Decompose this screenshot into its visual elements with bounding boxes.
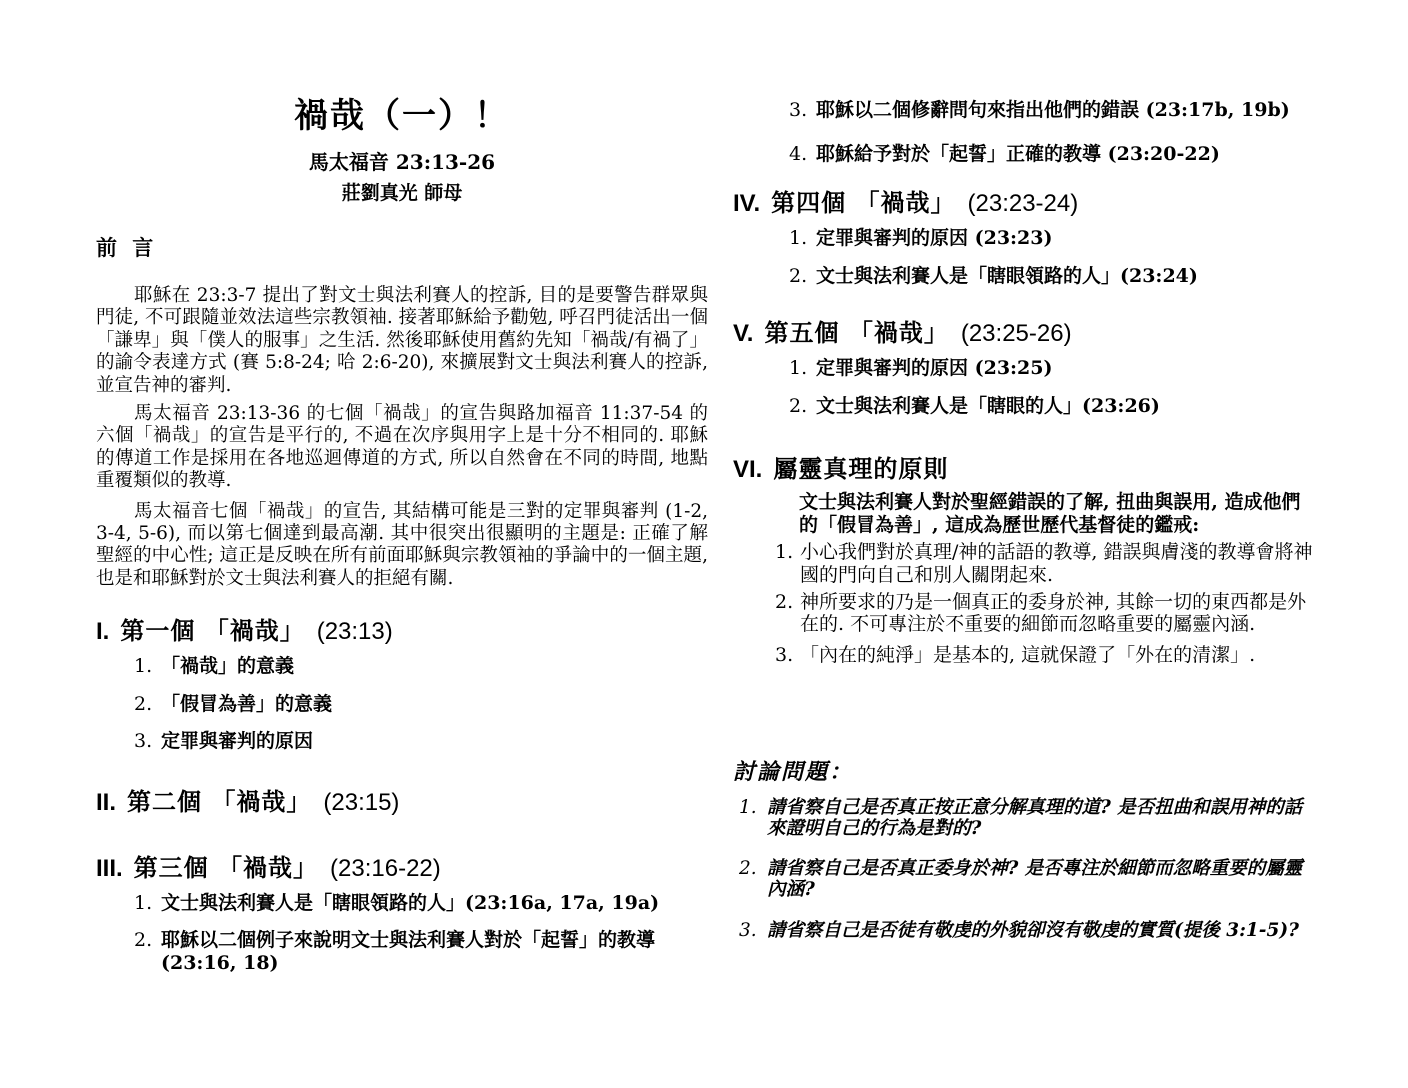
- item-text: 文士與法利賽人是「瞎眼領路的人」(23:16a, 17a, 19a): [161, 892, 660, 915]
- outline-item: [733, 143, 1317, 166]
- intro-paragraph-2: 馬太福音 23:13-36 的七個「禍哉」的宣告與路加福音 11:37-54 的六個「禍哉」的宣告是平行的, 不過在次序與用字上是十分不相同的. 耶穌的傳道工作是採用在各地巡迴傳道的方式, 所以自然會在不同的時間, 地點重覆類似的教導.: [96, 403, 708, 492]
- item-number: 3.: [134, 730, 153, 753]
- item-text: 耶穌以二個修辭問句來指出他們的錯誤 (23:17b, 19b): [816, 99, 1290, 121]
- item-number: 2.: [134, 929, 153, 952]
- item-number: 1.: [134, 655, 153, 678]
- outline-item: [96, 929, 708, 975]
- outline-item: [96, 693, 708, 716]
- section-title: 第一個 「禍哉」: [120, 616, 305, 646]
- left-column: [96, 0, 708, 975]
- outline-item: [733, 357, 1317, 380]
- author-line: 莊劉真光 師母: [341, 182, 463, 204]
- section-title: 屬靈真理的原則: [773, 454, 949, 483]
- item-text: 文士與法利賽人是「瞎眼領路的人」(23:24): [816, 265, 1198, 287]
- outline-item: [96, 892, 708, 915]
- outline-item: [96, 730, 708, 753]
- item-number: 2.: [789, 395, 808, 417]
- outline-item: [733, 395, 1317, 418]
- item-number: 1.: [789, 357, 808, 379]
- intro-heading: 前 言: [96, 235, 158, 260]
- right-column: [733, 0, 1317, 941]
- principle-item: [733, 541, 1317, 587]
- section-heading-1: [96, 616, 708, 647]
- outline-item: [733, 99, 1317, 122]
- section-heading-6: [733, 454, 1317, 485]
- discussion-question: [733, 797, 1317, 840]
- item-text: 神所要求的乃是一個真正的委身於神, 其餘一切的東西都是外在的. 不可專注於不重要的細節而忽略重要的屬靈內涵.: [800, 590, 1307, 636]
- item-number: 1.: [739, 796, 757, 818]
- intro-paragraph-1: 耶穌在 23:3-7 提出了對文士與法利賽人的控訴, 目的是要警告群眾與門徒, 不可跟隨並效法這些宗教領袖. 接著耶穌給予勸勉, 呼召門徒活出一個「謙卑」與「僕人的服事」之生活. 然後耶穌使用舊約先知「禍哉/有禍了」的諭令表達方式 (賽 5:8-24; 哈 2:6-20), 來擴展對文士與法利賽人的控訴, 並宣告神的審判.: [96, 285, 708, 396]
- item-text: 請省察自己是否真正委身於神? 是否專注於細節而忽略重要的屬靈內涵?: [767, 857, 1303, 901]
- item-text: 小心我們對於真理/神的話語的教導, 錯誤與膚淺的教導會將神國的門向自己和別人關閉起來.: [800, 541, 1313, 586]
- item-text: 請省察自己是否徒有敬虔的外貌卻沒有敬虔的實質(提後 3:1-5)?: [767, 919, 1299, 941]
- item-text: 定罪與審判的原因: [161, 730, 314, 753]
- item-text: 「內在的純淨」是基本的, 這就保證了「外在的清潔」.: [800, 644, 1256, 667]
- item-number: 1.: [134, 892, 153, 915]
- scripture-reference: 馬太福音 23:13-26: [308, 150, 496, 174]
- roman-numeral: III.: [96, 855, 123, 883]
- outline-item: [733, 265, 1317, 288]
- item-text: 「假冒為善」的意義: [161, 693, 333, 716]
- item-text: 請省察自己是否真正按正意分解真理的道? 是否扭曲和誤用神的話來證明自己的行為是對的?: [767, 796, 1303, 840]
- roman-numeral: VI.: [733, 456, 763, 483]
- item-number: 2.: [134, 693, 153, 716]
- roman-numeral: II.: [96, 789, 117, 817]
- outline-item: [96, 655, 708, 678]
- item-text: 文士與法利賽人是「瞎眼的人」(23:26): [816, 395, 1160, 417]
- verse-ref: (23:23-24): [967, 190, 1079, 217]
- principle-item: [733, 644, 1317, 667]
- principle-item: [733, 591, 1317, 637]
- verse-ref: (23:15): [323, 789, 400, 817]
- section-heading-3: [96, 853, 708, 884]
- section-title: 第二個 「禍哉」: [127, 787, 312, 817]
- section-title: 第五個 「禍哉」: [764, 318, 949, 347]
- section-title: 第四個 「禍哉」: [771, 188, 956, 217]
- discussion-question: [733, 920, 1317, 942]
- item-text: 耶穌以二個例子來說明文士與法利賽人對於「起誓」的教導 (23:16, 18): [161, 929, 656, 975]
- item-number: 2.: [775, 590, 794, 613]
- item-number: 3.: [789, 99, 808, 121]
- item-text: 「禍哉」的意義: [161, 655, 295, 678]
- verse-ref: (23:13): [316, 618, 393, 646]
- section-title: 第三個 「禍哉」: [133, 853, 319, 883]
- section-heading-4: [733, 188, 1317, 219]
- item-number: 2.: [789, 265, 808, 287]
- item-text: 定罪與審判的原因 (23:23): [816, 227, 1053, 249]
- roman-numeral: V.: [733, 320, 754, 347]
- item-number: 2.: [739, 857, 757, 879]
- verse-ref: (23:16-22): [330, 855, 441, 883]
- item-number: 3.: [775, 644, 794, 667]
- intro-paragraph-3: 馬太福音七個「禍哉」的宣告, 其結構可能是三對的定罪與審判 (1-2, 3-4, 5-6), 而以第七個達到最高潮. 其中很突出很顯明的主題是: 正確了解聖經的中心性; 這正是反映在所有前面耶穌與宗教領袖的爭論中的一個主題, 也是和耶穌對於文士與法利賽人的拒絕有關.: [96, 500, 708, 589]
- roman-numeral: I.: [96, 618, 110, 646]
- item-text: 定罪與審判的原因 (23:25): [816, 357, 1053, 379]
- page-title: 禍哉（一）！: [294, 96, 510, 136]
- outline-item: [733, 227, 1317, 250]
- principles-intro: 文士與法利賽人對於聖經錯誤的了解, 扭曲與誤用, 造成他們的「假冒為善」, 這成為歷世歷代基督徒的鑑戒:: [799, 491, 1301, 536]
- item-number: 4.: [789, 143, 808, 165]
- section-heading-5: [733, 318, 1317, 349]
- section-heading-2: [96, 787, 708, 818]
- discussion-heading: 討論問題：: [733, 758, 854, 785]
- item-number: 1.: [789, 227, 808, 249]
- item-number: 1.: [775, 541, 794, 563]
- roman-numeral: IV.: [733, 190, 761, 217]
- verse-ref: (23:25-26): [960, 320, 1072, 347]
- item-text: 耶穌給予對於「起誓」正確的教導 (23:20-22): [816, 143, 1220, 165]
- discussion-question: [733, 858, 1317, 901]
- item-number: 3.: [739, 919, 757, 941]
